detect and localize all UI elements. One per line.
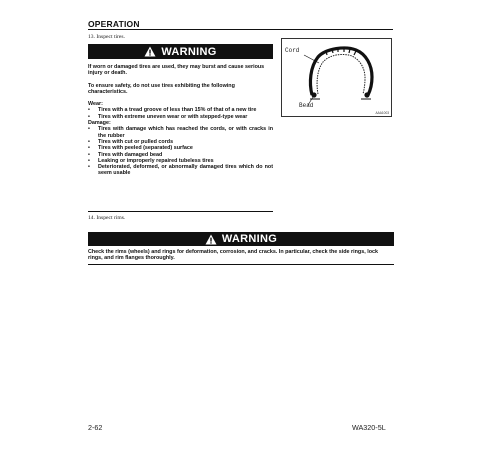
list-item: • Tires with extreme uneven wear or with stepped-type wear [88, 114, 273, 120]
list-item: • Tires with cut or pulled cords [88, 139, 273, 145]
warning-triangle-icon [144, 46, 156, 57]
section-divider [88, 29, 393, 30]
step-13-heading: 13. Inspect tires. [88, 34, 125, 40]
warning-body-tires [88, 64, 273, 177]
figure-code: AAA1003 [375, 111, 389, 115]
warning-paragraph-risk: If worn or damaged tires are used, they may burst and cause serious injury or death. [88, 64, 265, 77]
warning-triangle-icon [205, 234, 217, 245]
warning-paragraph-safety: To ensure safety, do not use tires exhibiting the following characteristics. [88, 82, 235, 95]
list-item: • Tires with damage which has reached the cords, or with cracks in the rubber [88, 126, 273, 139]
warning-banner-tires [88, 44, 273, 59]
warning-end-rule [88, 211, 273, 212]
list-item: • Tires with damaged bead [88, 152, 273, 158]
warning-body-rims: Check the rims (wheels) and rings for deformation, corrosion, and cracks. In particular, check the side rings, lock rings, and rim flanges thoroughly. [88, 249, 378, 262]
damage-heading: Damage: [88, 120, 111, 127]
warning-banner-rims [88, 232, 394, 246]
bead-label: Bead [299, 102, 314, 109]
section-title: OPERATION [88, 19, 140, 29]
warning-end-rule [88, 264, 394, 265]
list-item: • Tires with a tread groove of less than 15% of that of a new tire [88, 107, 273, 113]
wear-list [88, 107, 273, 120]
list-item: • Deteriorated, deformed, or abnormally damaged tires which do not seem usable [88, 164, 273, 177]
cord-label: Cord [285, 47, 300, 54]
list-item: • Leaking or improperly repaired tubeless tires [88, 158, 273, 164]
page-number: 2-62 [88, 423, 103, 432]
damage-list [88, 126, 273, 176]
model-number: WA320-5L [352, 423, 386, 432]
warning-label: WARNING [221, 233, 278, 245]
list-item: • Tires with peeled (separated) surface [88, 145, 273, 151]
tire-cross-section-figure [281, 38, 392, 117]
step-14-heading: 14. Inspect rims. [88, 215, 126, 221]
wear-heading: Wear: [88, 101, 103, 108]
warning-label: WARNING [161, 45, 217, 58]
